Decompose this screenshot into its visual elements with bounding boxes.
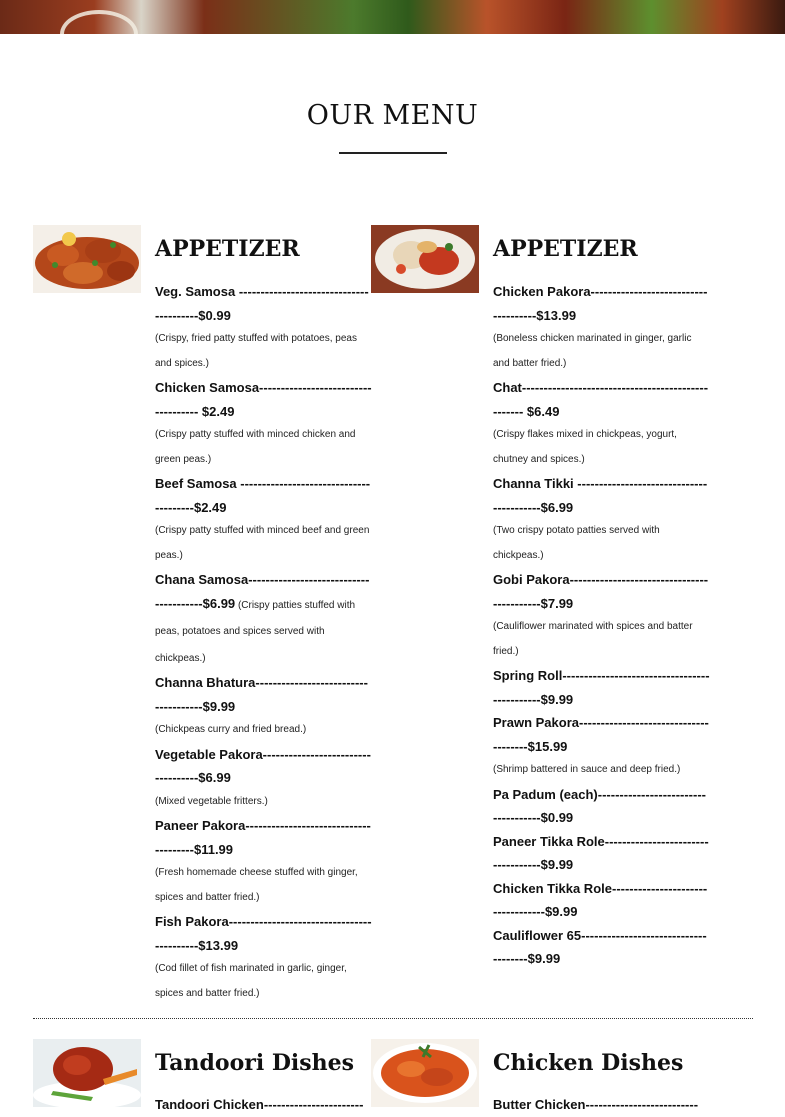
item-dashes: ---------------------------------------: [155, 572, 370, 611]
item-price: $6.99: [540, 499, 574, 515]
item-description: (Mixed vegetable fritters.): [155, 795, 268, 807]
item-description: (Boneless chicken marinated in ginger, garlic and batter fried.): [493, 333, 692, 369]
menu-item: [155, 671, 372, 743]
item-dashes: ------------------------------------: [493, 786, 706, 825]
item-dashes: -------------------------------------------: [493, 572, 709, 611]
item-name: Cauliflower 65: [493, 927, 582, 943]
item-price: $9.99: [202, 698, 236, 714]
item-dashes: --------------------------: [585, 1097, 699, 1112]
menu-item: [493, 1093, 710, 1117]
item-name: Beef Samosa: [155, 476, 241, 491]
menu-item: [155, 376, 372, 472]
title-underline: [339, 152, 447, 154]
menu-item: [155, 1093, 372, 1117]
item-description: (Cod fillet of fish marinated in garlic, ginger, spices and batter fried.): [155, 963, 347, 999]
item-price: $6.49: [523, 403, 560, 419]
item-dashes: --------------------------------------: [493, 715, 709, 754]
item-name: Chat: [493, 380, 522, 395]
item-name: Spring Roll: [493, 668, 563, 683]
section-divider: [33, 1018, 753, 1019]
item-name: Veg. Samosa: [155, 284, 239, 299]
item-price: $11.99: [193, 841, 234, 857]
menu-item-list: [155, 1093, 372, 1117]
item-price: $7.99: [540, 595, 574, 611]
menu-item: [155, 280, 372, 376]
menu-item: [493, 783, 710, 830]
item-price: $9.99: [540, 691, 574, 707]
item-description: (Crispy flakes mixed in chickpeas, yogurt, chutney and spices.): [493, 429, 677, 465]
item-price: $6.99: [198, 770, 231, 785]
menu-item: [493, 924, 710, 971]
menu-item: [493, 280, 710, 376]
menu-item: [493, 568, 710, 664]
item-name: Channa Tikki: [493, 476, 578, 491]
item-description: (Crispy patty stuffed with minced chicken and green peas.): [155, 429, 356, 465]
item-name: Gobi Pakora: [493, 572, 570, 587]
menu-item: [493, 376, 710, 472]
category-heading: APPETIZER: [155, 236, 300, 262]
item-dashes: -------------------------------------: [155, 675, 368, 714]
menu-item: [493, 830, 710, 877]
category-heading: Chicken Dishes: [493, 1050, 684, 1076]
item-description: (Crispy, fried patty stuffed with potatoes, peas and spices.): [155, 333, 357, 369]
item-price: $6.99: [202, 595, 236, 611]
item-description: (Crispy patties stuffed with peas, potatoes and spices served with chickpeas.): [155, 599, 356, 664]
item-dashes: -------------------------------------: [493, 927, 707, 966]
item-dashes: -----------------------------------------: [493, 476, 708, 515]
item-name: Chana Samosa: [155, 572, 249, 587]
item-dashes: ------------------------------------: [155, 380, 372, 419]
menu-item: [493, 877, 710, 924]
item-price: $2.49: [193, 499, 227, 515]
item-name: Chicken Samosa: [155, 380, 260, 395]
item-price: $9.99: [540, 857, 574, 872]
page-title: OUR MENU: [306, 100, 479, 131]
item-dashes: --------------------------------------: [155, 818, 371, 857]
item-description: (Crispy patty stuffed with minced beef and green peas.): [155, 525, 370, 561]
item-price: $9.99: [544, 904, 578, 919]
item-name: Chicken Tikka Role: [493, 880, 612, 896]
item-price: $13.99: [536, 307, 577, 323]
item-description: (Two crispy potato patties served with chickpeas.): [493, 525, 660, 561]
item-price: $0.99: [198, 307, 231, 323]
menu-item: [155, 743, 372, 815]
menu-item: [155, 472, 372, 568]
menu-item-list: [493, 1093, 710, 1117]
item-dashes: -----------------------------------: [155, 746, 371, 785]
item-name: Chicken Pakora: [493, 284, 591, 299]
item-name: Paneer Tikka Role: [493, 833, 605, 849]
menu-item: [493, 664, 710, 711]
item-price: $9.99: [527, 951, 561, 966]
item-name: Paneer Pakora: [155, 818, 246, 833]
chicken-dishes-thumbnail-image: [371, 1039, 479, 1107]
item-description: (Cauliflower marinated with spices and batter fried.): [493, 621, 693, 657]
item-dashes: -------------------------------------: [493, 284, 708, 323]
item-dashes: ---------------------------------------------: [493, 668, 710, 707]
item-dashes: -----------------------: [263, 1097, 364, 1112]
item-description: (Shrimp battered in sauce and deep fried.): [493, 764, 681, 775]
menu-item: [493, 711, 710, 783]
item-name: Fish Pakora: [155, 914, 229, 929]
item-name: Butter Chicken: [493, 1097, 586, 1112]
item-dashes: -------------------------------------------: [155, 914, 372, 953]
item-price: $0.99: [540, 810, 574, 825]
item-price: $13.99: [198, 937, 239, 953]
hero-banner-image: [0, 0, 785, 34]
item-name: Channa Bhatura: [155, 675, 256, 690]
item-name: Prawn Pakora: [493, 715, 579, 730]
appetizer-thumbnail-image: [371, 225, 479, 293]
item-name: Vegetable Pakora: [155, 746, 263, 762]
item-name: Tandoori Chicken: [155, 1097, 264, 1112]
menu-item: [155, 814, 372, 910]
item-name: Pa Padum (each): [493, 786, 598, 802]
item-dashes: --------------------------------------------------: [493, 380, 709, 419]
menu-item-list: [493, 280, 710, 971]
item-description: (Fresh homemade cheese stuffed with ginger, spices and batter fried.): [155, 867, 358, 903]
item-dashes: ---------------------------------------: [155, 476, 371, 515]
item-price: $15.99: [527, 738, 568, 754]
menu-item: [155, 910, 372, 1006]
category-heading: Tandoori Dishes: [155, 1050, 355, 1076]
item-description: (Chickpeas curry and fried bread.): [155, 724, 307, 735]
menu-item-list: [155, 280, 372, 1006]
category-heading: APPETIZER: [493, 236, 638, 262]
menu-item: [493, 472, 710, 568]
item-dashes: ----------------------------------------: [155, 284, 369, 323]
menu-item: [155, 568, 372, 671]
appetizer-thumbnail-image: [33, 225, 141, 293]
tandoori-thumbnail-image: [33, 1039, 141, 1107]
item-price: $2.49: [198, 403, 235, 419]
item-dashes: ----------------------------------: [493, 880, 708, 919]
item-dashes: -----------------------------------: [493, 833, 709, 872]
